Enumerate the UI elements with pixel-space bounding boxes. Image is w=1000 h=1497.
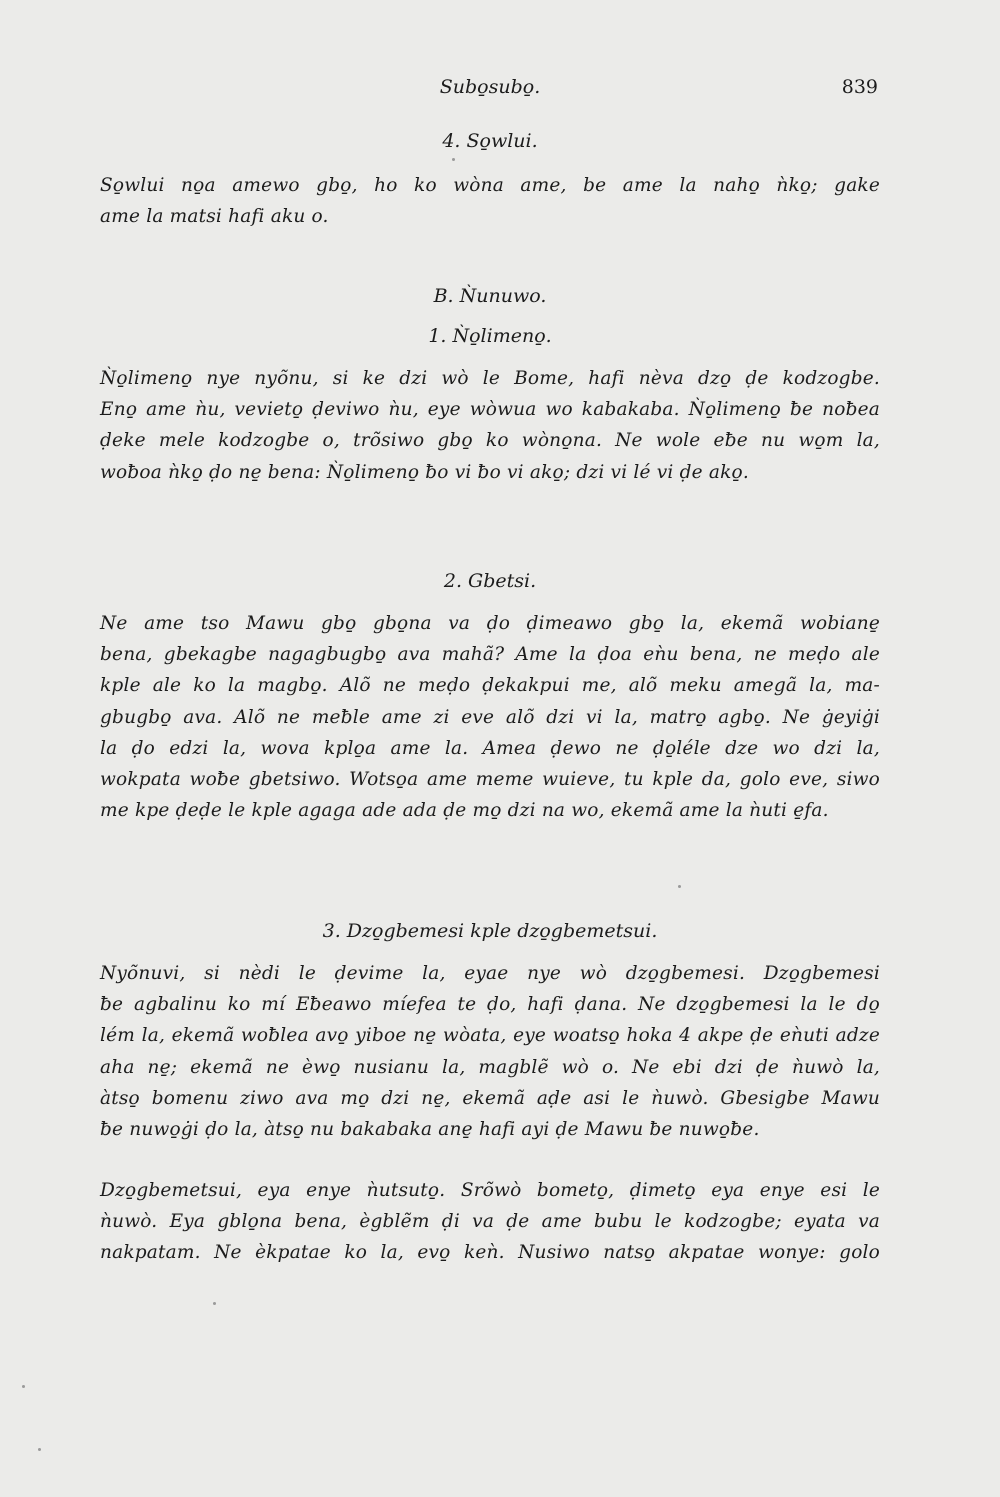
paragraph-gbetsi bbox=[100, 608, 880, 826]
text-line: àtso̱ bomenu ziwo ava mo̱ dzi ne̱, ekemã aḍe asi le ǹuwò. Gbesigbe Mawu bbox=[100, 1087, 880, 1109]
text-line: ƀe agbalinu ko mí Eƀeawo míefea te ḍo, hafi ḍana. Ne dzo̱gbemesi la le do̱ bbox=[100, 994, 880, 1016]
text-line: Ne ame tso Mawu gbo̱ gbo̱na va ḍo ḍimeawo gbo̱ la, ekemã wobiane̱ bbox=[100, 613, 880, 634]
text-line: kple ale ko la magbo̱. Alõ ne meḍo ḍekakpui me, alõ meku amegã la, ma- bbox=[100, 675, 880, 697]
text-line: ǹuwò. Eya gblo̱na bena, ègblẽm ḍi va ḍe ame bubu le kodzogbe; eyata va bbox=[100, 1211, 880, 1233]
text-line: woƀoa ǹko̱ ḍo ne̱ bena: Ǹo̱limeno̱ ƀo vi ƀo vi ako̱; dzi vi lé vi ḍe ako̱. bbox=[100, 461, 749, 483]
text-line: me kpe ḍeḍe le kple agaga ade ada ḍe mo̱ dzi na wo, ekemã ame la ǹuti e̱fa. bbox=[100, 800, 829, 822]
paper-speck bbox=[22, 1385, 25, 1388]
paper-speck bbox=[213, 1302, 216, 1305]
section-heading-1: 1. Ǹo̱limeno̱. bbox=[428, 325, 552, 347]
text-line: wokpata woƀe gbetsiwo. Wotso̱a ame meme wuieve, tu kple da, golo eve, siwo bbox=[100, 769, 880, 791]
text-line: ḍeke mele kodzogbe o, trõsiwo gbo̱ ko wòno̱na. Ne wole eƀe nu wo̱m la, bbox=[100, 430, 880, 452]
text-line: nakpatam. Ne èkpatae ko la, evo̱ keǹ. Nusiwo natso̱ akpatae wonye: golo bbox=[100, 1242, 880, 1264]
paper-speck bbox=[452, 158, 455, 161]
text-line: gbugbo̱ ava. Alõ ne meƀle ame zi eve alõ dzi vi la, matro̱ agbo̱. Ne ġeyiġi bbox=[100, 706, 880, 728]
text-line: lém la, ekemã woƀlea avo̱ yiboe ne̱ wòata, eye woatso̱ hoka 4 akpe ḍe eǹuti adze bbox=[100, 1025, 880, 1047]
text-line: Nyõnuvi, si nèdi le ḍevime la, eyae nye wò dzo̱gbemesi. Dzo̱gbemesi bbox=[100, 963, 880, 984]
text-line: Eno̱ ame ǹu, vevieto̱ ḍeviwo ǹu, eye wòwua wo kabakaba. Ǹo̱limeno̱ ƀe noƀea bbox=[100, 399, 880, 421]
paragraph-dzogbemesi bbox=[100, 958, 880, 1145]
paragraph-nolimeno bbox=[100, 363, 880, 488]
page-number: 839 bbox=[841, 76, 878, 98]
text-line: aha ne̱; ekemã ne èwo̱ nusianu la, magblẽ wò o. Ne ebi dzi ḍe ǹuwò la, bbox=[100, 1056, 880, 1078]
section-heading-4: 4. So̱wlui. bbox=[442, 130, 538, 152]
text-line: bena, gbekagbe nagagbugbo̱ ava mahã? Ame la ḍoa eǹu bena, ne meḍo ale bbox=[100, 644, 880, 666]
page-header bbox=[100, 76, 880, 106]
text-line: ƀe nuwo̱ġi ḍo la, àtso̱ nu bakabaka ane̱ hafi ayi ḍe Mawu ƀe nuwo̱ƀe. bbox=[100, 1119, 760, 1141]
paragraph-sowlui bbox=[100, 170, 880, 232]
running-title: Subo̱subo̱. bbox=[439, 76, 541, 98]
section-heading-2: 2. Gbetsi. bbox=[443, 570, 537, 592]
paper-speck bbox=[38, 1448, 41, 1451]
text-line: Ǹo̱limeno̱ nye nyõnu, si ke dzi wò le Bome, hafi nèva dzo̱ ḍe kodzogbe. bbox=[100, 368, 880, 389]
text-line: ame la matsi hafi aku o. bbox=[100, 206, 329, 228]
section-heading-3: 3. Dzo̱gbemesi kple dzo̱gbemetsui. bbox=[322, 920, 658, 942]
part-heading-b: B. Ǹunuwo. bbox=[433, 285, 547, 307]
paragraph-dzogbemetsui bbox=[100, 1175, 880, 1269]
text-line: la ḍo edzi la, wova kplo̱a ame la. Amea ḍewo ne ḍo̱léle dze wo dzi la, bbox=[100, 737, 880, 759]
text-line: Dzo̱gbemetsui, eya enye ǹutsuto̱. Srõwò bometo̱, ḍimeto̱ eya enye esi le bbox=[100, 1180, 880, 1201]
text-line: So̱wlui no̱a amewo gbo̱, ho ko wòna ame, be ame la naho̱ ǹko̱; gake bbox=[100, 175, 880, 196]
paper-speck bbox=[678, 885, 681, 888]
